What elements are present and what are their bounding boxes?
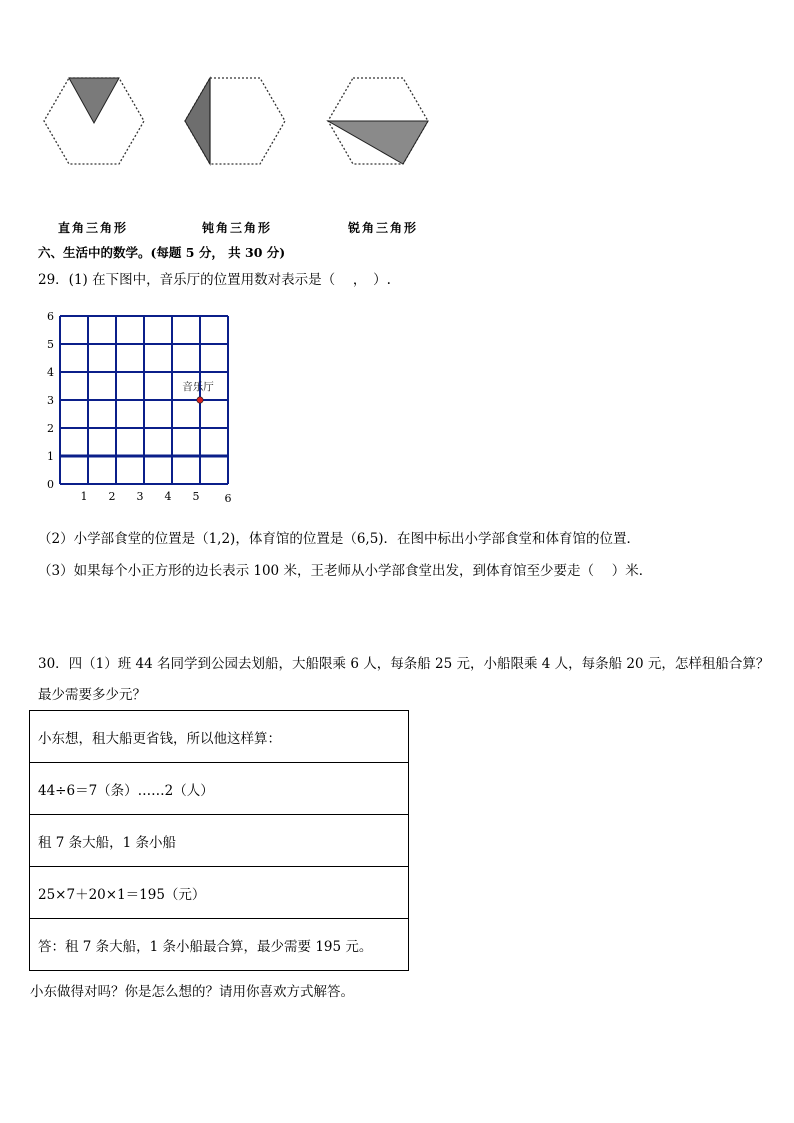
q30-follow-up-text: 小东做得对吗？你是怎么想的？请用你喜欢方式解答。	[30, 984, 354, 1000]
x-tick-label: 3	[136, 490, 144, 503]
table-cell: 答：租 7 条大船，1 条小船最合算，最少需要 195 元。	[30, 919, 409, 971]
figure-label-obtuse-triangle: 钝角三角形	[202, 221, 273, 235]
concert-hall-label: 音乐厅	[182, 381, 214, 393]
y-tick-label: 4	[47, 366, 54, 379]
q30-text-line1: 30．四（1）班 44 名同学到公园去划船，大船限乘 6 人，每条船 25 元，小船限乘 4 人，每条船 20 元，怎样租船合算？	[38, 656, 770, 672]
section-six-title: 六、生活中的数学。(每题 5 分， 共 30 分)	[38, 245, 286, 260]
table-cell: 租 7 条大船，1 条小船	[30, 815, 409, 867]
table-cell: 25×7＋20×1＝195（元）	[30, 867, 409, 919]
q29-part3-text: （3）如果每个小正方形的边长表示 100 米，王老师从小学部食堂出发，到体育馆至少要走（ ）米．	[38, 563, 653, 579]
table-row	[30, 711, 409, 763]
table-row	[30, 763, 409, 815]
y-tick-label: 0	[47, 478, 54, 491]
hexagon-obtuse-triangle-figure	[183, 74, 287, 168]
y-tick-label: 2	[47, 422, 54, 435]
table-row	[30, 815, 409, 867]
xiaodong-solution-table	[29, 710, 409, 971]
figure-label-acute-triangle: 锐角三角形	[348, 221, 419, 235]
hexagon-acute-triangle-figure	[326, 74, 430, 168]
y-tick-label: 6	[47, 310, 54, 323]
q30-text-line2: 最少需要多少元？	[38, 687, 146, 703]
y-tick-label: 5	[47, 338, 54, 351]
y-tick-label: 1	[47, 450, 54, 463]
q29-part2-text: （2）小学部食堂的位置是（1,2)，体育馆的位置是（6,5)．在图中标出小学部食堂和体育馆的位置．	[38, 531, 641, 547]
y-tick-label: 3	[47, 394, 54, 407]
x-tick-label: 4	[164, 490, 172, 503]
x-tick-label: 1	[80, 490, 88, 503]
table-row	[30, 867, 409, 919]
table-row	[30, 919, 409, 971]
x-tick-label: 5	[192, 490, 200, 503]
x-tick-label: 2	[108, 490, 116, 503]
concert-hall-point	[197, 397, 203, 403]
figure-label-right-triangle: 直角三角形	[58, 221, 129, 235]
x-tick-label: 6	[224, 492, 232, 505]
coordinate-grid	[44, 306, 244, 506]
hexagon-right-triangle-figure	[42, 74, 146, 168]
q29-part1-text: 29．(1) 在下图中，音乐厅的位置用数对表示是（ ， ）.	[38, 272, 391, 288]
table-cell: 小东想，租大船更省钱，所以他这样算：	[30, 711, 409, 763]
table-cell: 44÷6＝7（条）……2（人）	[30, 763, 409, 815]
